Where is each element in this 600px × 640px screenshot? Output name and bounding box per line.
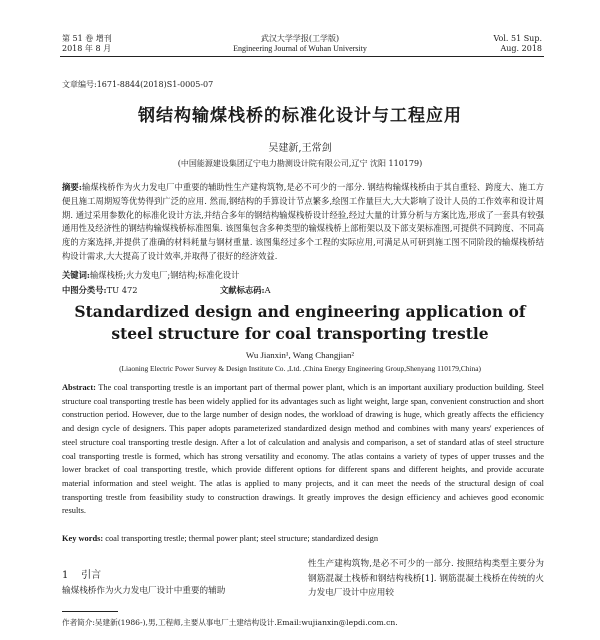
abstract-cn-label: 摘要: (62, 182, 82, 192)
doc-code-cn-label: 文献标志码: (220, 285, 265, 295)
abstract-en-label: Abstract: (62, 383, 96, 392)
clc-cn-label: 中图分类号: (62, 285, 107, 295)
authors-cn: 吴建新,王常剑 (268, 143, 332, 154)
title-en (0, 301, 600, 345)
journal-title-cn: 武汉大学学报(工学版) (260, 34, 340, 43)
title-en-line1: Standardized design and engineering application of (74, 302, 526, 321)
title-cn: 钢结构输煤栈桥的标准化设计与工程应用 (138, 106, 462, 126)
affiliation-en: (Liaoning Electric Power Survey & Design Institute Co. ,Ltd. ,China Energy Engineering Group,Shenyang 110179,China) (119, 364, 481, 373)
clc-cn-value: TU 472 (106, 285, 138, 295)
date-en: Aug. 2018 (500, 44, 542, 53)
section-1-right-column: 性生产建构筑物,是必不可少的一部分. 按照结构类型主要分为钢筋混凝土栈桥和钢结构栈桥[1]. 钢筋混凝土栈桥在传统的火力发电厂设计中应用较 (308, 559, 544, 598)
header-rule (60, 56, 544, 57)
keywords-en-text: coal transporting trestle; thermal power plant; steel structure; standardized design (105, 534, 379, 543)
section-1-heading (62, 566, 101, 581)
footnote-author-bio: 作者简介:吴建新(1986-),男,工程师,主要从事电厂土建结构设计.Email:wujianxin@lepdi.com.cn. (62, 618, 398, 627)
keywords-en-label: Key words: (62, 534, 104, 543)
section-1-left-column: 输煤栈桥作为火力发电厂设计中重要的辅助 (62, 586, 226, 596)
section-1-number: 1 (62, 570, 69, 581)
doc-code-cn (220, 284, 271, 298)
volume-en: Vol. 51 Sup. (493, 34, 542, 43)
keywords-cn-text: 输煤栈桥;火力发电厂;钢结构;标准化设计 (89, 270, 240, 280)
keywords-cn-label: 关键词: (62, 270, 90, 280)
footnote-rule (62, 611, 118, 612)
abstract-cn-text: 输煤栈桥作为火力发电厂中重要的辅助性生产建构筑物,是必不可少的一部分. 钢结构输煤栈桥由于其自重轻、跨度大、施工方便且施工周期短等优势得到广泛的应用. 然而,钢结构的手算设计节点繁多,绘图工作量巨大,大大影响了设计人员的工作效率和设计周期. 通过采用参数化的标准化设计方法,并结合多年的钢结构输煤栈桥设计经验,经过大量的计算分析与方案比选,形成了一套具有较强通用性及经济性的钢结构输煤栈桥标准图集. 该图集包含多种类型的输煤栈桥上部桁架以及下部支架标准图,可提供不同跨度、不同高度的方案选择,并提供了准确的材料耗量与钢材重量. 该图集经过多个工程的实际应用,可满足从可研到施工图不同阶段的输煤栈桥结构设计需求,大大提高了设计效率,并取得了很好的经济效益. (62, 182, 544, 261)
keywords-cn (62, 269, 544, 283)
authors-en: Wu Jianxin¹, Wang Changjian² (245, 350, 355, 360)
doc-code-cn-value: A (264, 285, 271, 295)
volume-cn: 第 51 卷 增刊 (62, 34, 112, 43)
section-1-title: 引言 (81, 570, 102, 581)
affiliation-cn: (中国能源建设集团辽宁电力勘测设计院有限公司,辽宁 沈阳 110179) (177, 159, 423, 168)
keywords-en (62, 532, 544, 546)
journal-title-en: Engineering Journal of Wuhan University (233, 44, 367, 53)
abstract-cn (62, 181, 544, 264)
clc-cn (62, 284, 138, 298)
title-en-line2: steel structure for coal transporting trestle (111, 324, 489, 343)
abstract-en-text: The coal transporting trestle is an important part of thermal power plant, which is an important auxiliary production building. Steel structure coal transporting trestle has been widely applied for its advantages such as light weight, large span, convenient construction and short construction period. However, due to the large number of design nodes, the workload of drawing is huge, which greatly affects the efficiency and design cycle of designers. This paper adopts parameterized standardized design method and combines with many years' experiences of steel structure coal transporting trestle design. After a lot of calculation and analysis and comparison, a set of standard atlas of steel structure coal transporting trestle is formed, which has strong versatility and economy. The atlas contains a variety of types of upper trusses and the lower bracket of coal transporting trestle, which provide different options for different spans and different heights, and provide accurate material information and steel weight. The atlas is applied to many projects, and it can meet the needs of the structural design of coal transporting trestle from feasibility study to construction drawings. It greatly improves the design efficiency and achieves good economic results. (62, 383, 544, 516)
abstract-en (62, 381, 544, 518)
date-cn: 2018 年 8 月 (62, 44, 112, 53)
article-id: 文章编号:1671-8844(2018)S1-0005-07 (62, 80, 214, 89)
